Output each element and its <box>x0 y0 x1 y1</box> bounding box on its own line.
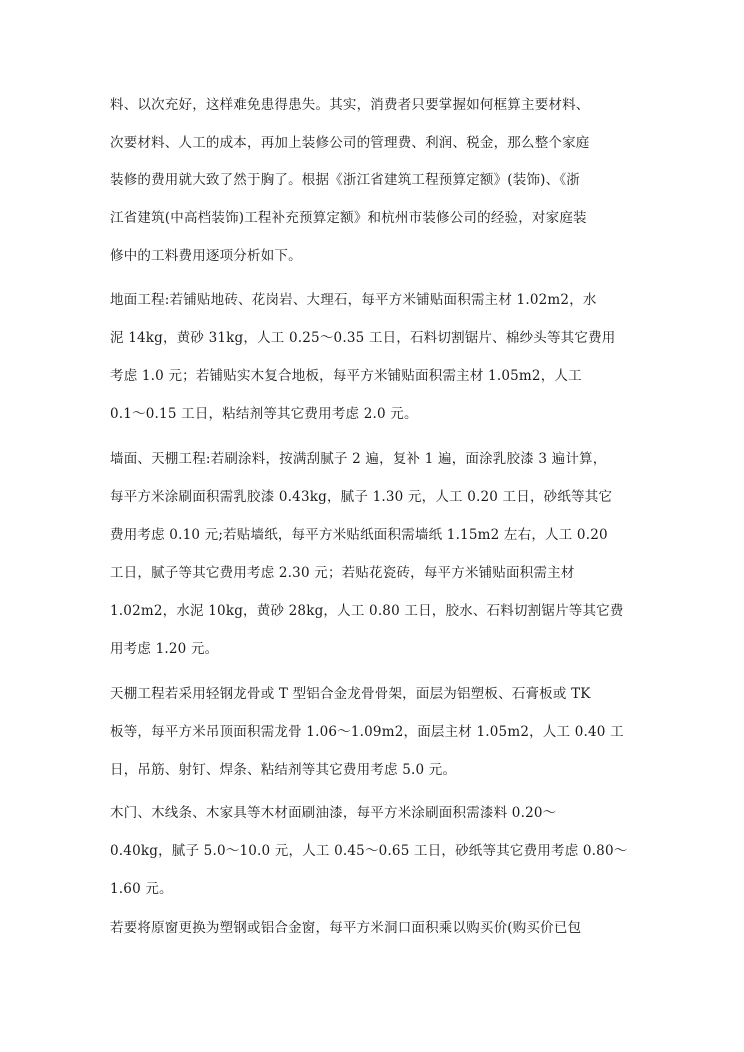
text-line: 料、以次充好，这样难免患得患失。其实，消费者只要掌握如何框算主要材料、 <box>110 97 590 113</box>
text-line: 若要将原窗更换为塑钢或铝合金窗，每平方米洞口面积乘以购买价(购买价已包 <box>110 920 582 936</box>
text-line: 次要材料、人工的成本，再加上装修公司的管理费、利润、税金，那么整个家庭 <box>110 135 590 151</box>
text-line: 地面工程:若铺贴地砖、花岗岩、大理石，每平方米铺贴面积需主材 1.02m2，水 <box>110 292 597 308</box>
text-line: 工日，腻子等其它费用考虑 2.30 元；若贴花瓷砖，每平方米铺贴面积需主材 <box>110 565 575 581</box>
text-line: 修中的工料费用逐项分析如下。 <box>110 248 302 264</box>
text-line: 木门、木线条、木家具等木材面刷油漆，每平方米涂刷面积需漆料 0.20～ <box>110 805 557 821</box>
text-line: 考虑 1.0 元；若铺贴实木复合地板，每平方米铺贴面积需主材 1.05m2，人工 <box>110 368 582 384</box>
text-line: 天棚工程若采用轻钢龙骨或 T 型铝合金龙骨骨架，面层为铝塑板、石膏板或 TK <box>110 686 591 702</box>
text-line: 板等，每平方米吊顶面积需龙骨 1.06～1.09m2，面层主材 1.05m2，人工 0.40 工 <box>110 724 624 740</box>
text-line: 泥 14kg，黄砂 31kg，人工 0.25～0.35 工日，石料切割锯片、棉纱头等其它费用 <box>110 330 616 346</box>
text-line: 装修的费用就大致了然于胸了。根据《浙江省建筑工程预算定额》(装饰)、《浙 <box>110 172 580 188</box>
text-line: 1.60 元。 <box>110 881 173 897</box>
text-line: 每平方米涂刷面积需乳胶漆 0.43kg，腻子 1.30 元，人工 0.20 工日，砂纸等其它 <box>110 489 613 505</box>
text-line: 日，吊筋、射钉、焊条、粘结剂等其它费用考虑 5.0 元。 <box>110 762 457 778</box>
text-line: 费用考虑 0.10 元;若贴墙纸，每平方米贴纸面积需墙纸 1.15m2 左右，人工 0.20 <box>110 527 608 543</box>
text-line: 用考虑 1.20 元。 <box>110 641 219 657</box>
text-line: 墙面、天棚工程:若刷涂料，按满刮腻子 2 遍，复补 1 遍，面涂乳胶漆 3 遍计算， <box>110 451 607 467</box>
text-line: 0.1～0.15 工日，粘结剂等其它费用考虑 2.0 元。 <box>110 406 418 422</box>
text-line: 江省建筑(中高档装饰)工程补充预算定额》和杭州市装修公司的经验，对家庭装 <box>110 210 587 226</box>
text-line: 0.40kg，腻子 5.0～10.0 元，人工 0.45～0.65 工日，砂纸等其它费用考虑 0.80～ <box>110 843 628 859</box>
text-line: 1.02m2，水泥 10kg，黄砂 28kg，人工 0.80 工日，胶水、石料切割锯片等其它费 <box>110 603 624 619</box>
